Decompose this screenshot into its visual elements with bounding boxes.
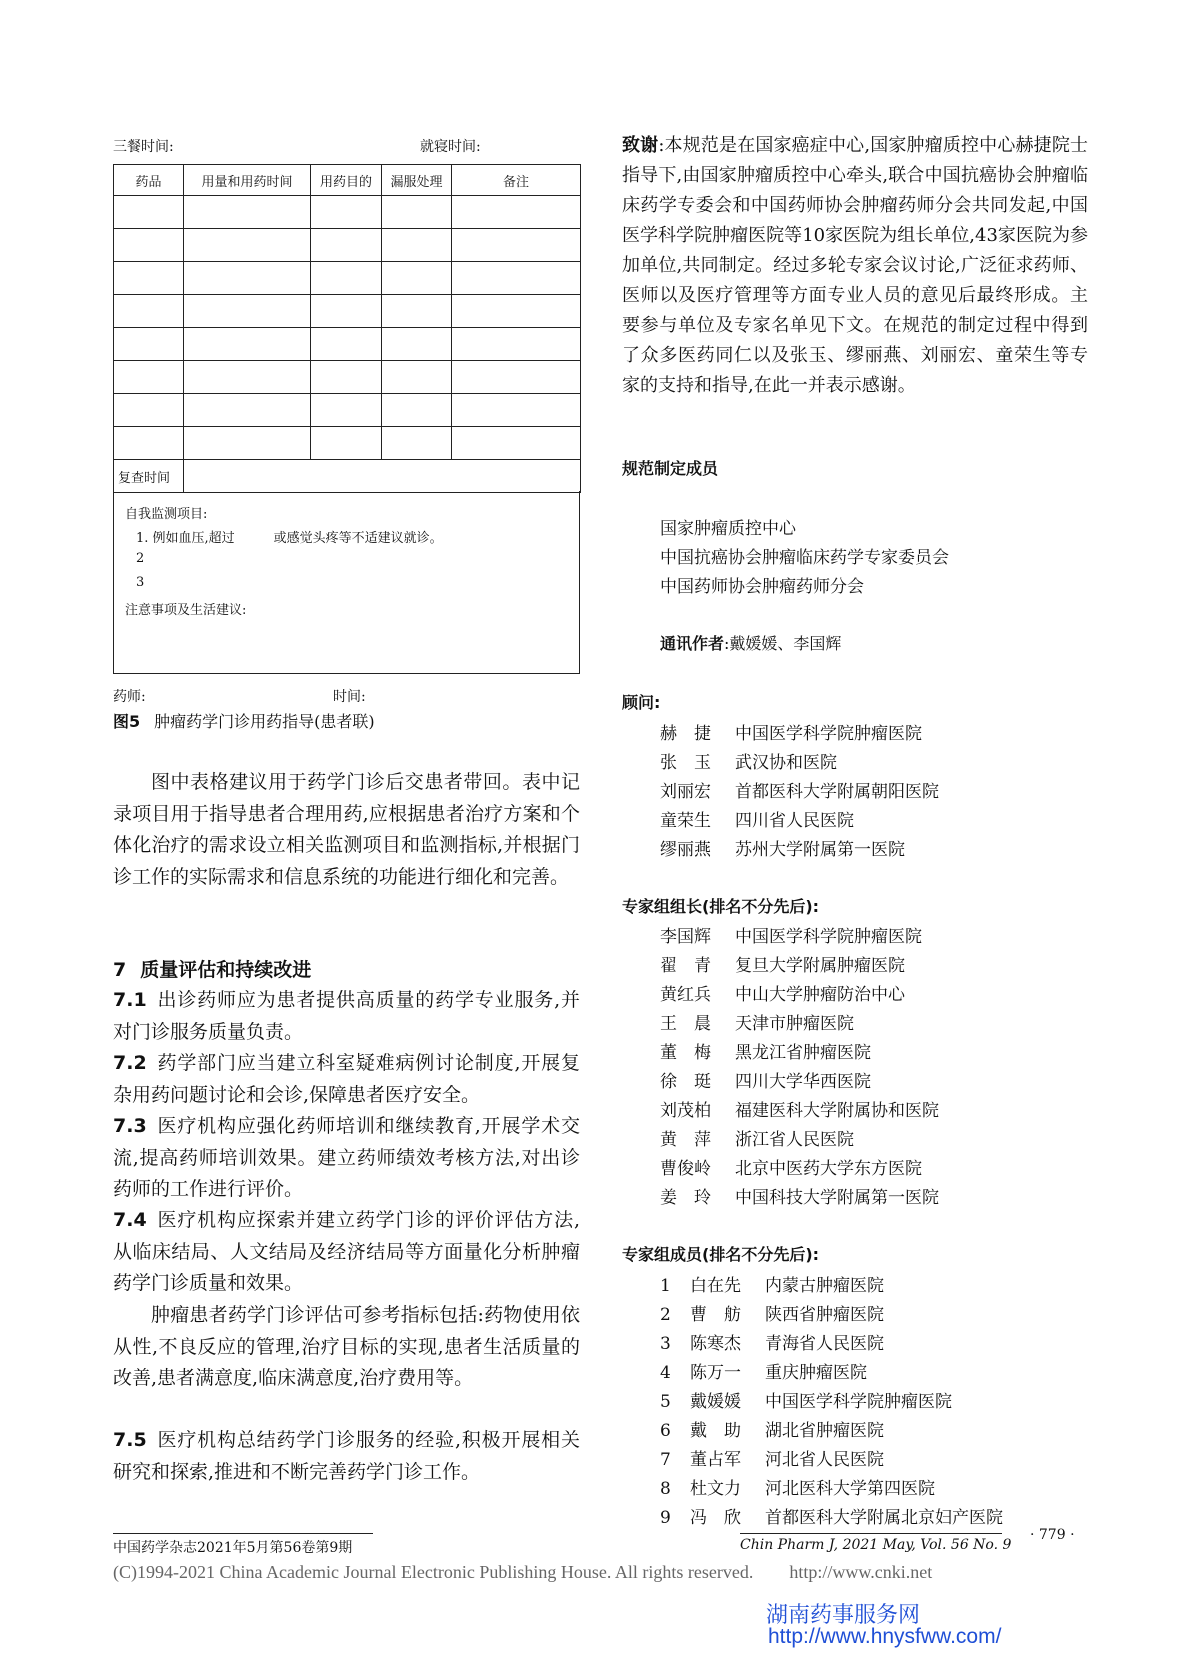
acknowledgement <box>622 131 1088 401</box>
expert-row <box>660 1387 952 1412</box>
advisor-row <box>660 748 837 773</box>
person-org: 河北医科大学第四医院 <box>765 1479 935 1499</box>
numbered-item <box>113 1048 580 1111</box>
org-item: 中国抗癌协会肿瘤临床药学专家委员会 <box>660 548 949 568</box>
numbered-item <box>113 1205 580 1300</box>
person-org: 中国科技大学附属第一医院 <box>735 1188 939 1208</box>
item-number: 7.1 <box>113 989 147 1011</box>
item-number: 7.2 <box>113 1052 147 1074</box>
person-org: 首都医科大学附属朝阳医院 <box>735 782 939 802</box>
leader-row <box>660 1183 939 1208</box>
experts-heading: 专家组成员(排名不分先后): <box>622 1245 820 1264</box>
person-name: 翟 青 <box>660 956 711 976</box>
person-name: 陈万一 <box>690 1363 741 1383</box>
numbered-item <box>113 985 580 1048</box>
self-monitor-label: 自我监测项目: <box>125 507 208 522</box>
person-org: 天津市肿瘤医院 <box>735 1014 854 1034</box>
advisors-heading: 顾问: <box>622 693 661 712</box>
notes-label: 注意事项及生活建议: <box>125 603 247 618</box>
expert-row <box>660 1271 884 1296</box>
person-name: 童荣生 <box>660 811 711 831</box>
expert-index: 6 <box>660 1421 671 1441</box>
person-name: 张 玉 <box>660 753 711 773</box>
corresponding-author <box>660 631 841 654</box>
leader-row <box>660 1125 854 1150</box>
person-org: 中国医学科学院肿瘤医院 <box>735 724 922 744</box>
person-org: 陕西省肿瘤医院 <box>765 1305 884 1325</box>
advisor-row <box>660 835 905 860</box>
expert-row <box>660 1358 867 1383</box>
page-number: · 779 · <box>1030 1527 1075 1543</box>
person-org: 中国医学科学院肿瘤医院 <box>765 1392 952 1412</box>
footer-rule-left <box>113 1533 373 1534</box>
advisor-row <box>660 719 922 744</box>
expert-row <box>660 1445 884 1470</box>
advisor-row <box>660 806 854 831</box>
paragraph: 图中表格建议用于药学门诊后交患者带回。表中记录项目用于指导患者合理用药,应根据患者治疗方案和个体化治疗的需求设立相关监测项目和监测指标,并根据门诊工作的实际需求和信息系统的功能进行细化和完善。 <box>113 771 580 888</box>
person-name: 徐 珽 <box>660 1072 711 1092</box>
leader-row <box>660 1154 922 1179</box>
person-org: 青海省人民医院 <box>765 1334 884 1354</box>
pharmacist-label: 药师: <box>113 689 146 705</box>
copyright-notice: (C)1994-2021 China Academic Journal Electronic Publishing House. All rights reserved. http://www.cnki.net <box>113 1562 933 1582</box>
person-name: 陈寒杰 <box>690 1334 741 1354</box>
watermark-url[interactable]: http://www.hnysfww.com/ <box>768 1625 1002 1648</box>
footer-rule-right <box>740 1533 1002 1534</box>
figure-caption-text: 肿瘤药学门诊用药指导(患者联) <box>154 712 375 731</box>
journal-citation-cn: 中国药学杂志2021年5月第56卷第9期 <box>113 1540 353 1556</box>
org-item: 中国药师协会肿瘤药师分会 <box>660 577 864 597</box>
person-name: 刘丽宏 <box>660 782 711 802</box>
person-org: 四川大学华西医院 <box>735 1072 871 1092</box>
expert-index: 3 <box>660 1334 671 1354</box>
monitor-item-1: 1. 例如血压,超过 或感觉头疼等不适建议就诊。 <box>136 531 443 546</box>
leader-row <box>660 1096 939 1121</box>
followup-row <box>114 460 581 493</box>
table-row <box>114 196 581 229</box>
column-header: 用量和用药时间 <box>184 165 311 196</box>
medication-guidance-form <box>113 164 581 493</box>
section-number: 7 <box>113 959 127 981</box>
expert-index: 9 <box>660 1508 671 1528</box>
person-org: 内蒙古肿瘤医院 <box>765 1276 884 1296</box>
followup-label: 复查时间 <box>114 460 184 493</box>
person-name: 戴媛媛 <box>690 1392 741 1412</box>
person-name: 李国辉 <box>660 927 711 947</box>
person-name: 白在先 <box>690 1276 741 1296</box>
table-row <box>114 295 581 328</box>
person-name: 王 晨 <box>660 1014 711 1034</box>
person-org: 首都医科大学附属北京妇产医院 <box>765 1508 1003 1528</box>
table-row <box>114 427 581 460</box>
person-name: 姜 玲 <box>660 1188 711 1208</box>
expert-index: 8 <box>660 1479 671 1499</box>
leader-row <box>660 922 922 947</box>
leader-row <box>660 1009 854 1034</box>
paragraph: 肿瘤患者药学门诊评估可参考指标包括:药物使用依从性,不良反应的管理,治疗目标的实现,患者生活质量的改善,患者满意度,临床满意度,治疗费用等。 <box>113 1304 580 1389</box>
section-title: 质量评估和持续改进 <box>140 959 312 981</box>
corr-names: :戴媛媛、李国辉 <box>724 634 842 653</box>
journal-citation-en: Chin Pharm J, 2021 May, Vol. 56 No. 9 <box>740 1537 1012 1553</box>
ack-label: 致谢 <box>622 135 659 156</box>
section-heading <box>113 955 311 982</box>
sleep-time-label: 就寝时间: <box>420 139 481 155</box>
time-label: 时间: <box>333 689 366 705</box>
figure-label: 图5 <box>113 712 141 731</box>
person-name: 戴 助 <box>690 1421 741 1441</box>
expert-row <box>660 1416 884 1441</box>
leaders-heading: 专家组组长(排名不分先后): <box>622 897 820 916</box>
item-text: 医疗机构应探索并建立药学门诊的评价评估方法,从临床结局、人文结局及经济结局等方面量化分析肿瘤药学门诊质量和效果。 <box>113 1209 580 1294</box>
table-row <box>114 328 581 361</box>
leader-row <box>660 1038 871 1063</box>
column-header: 用药目的 <box>311 165 382 196</box>
person-org: 北京中医药大学东方医院 <box>735 1159 922 1179</box>
person-org: 湖北省肿瘤医院 <box>765 1421 884 1441</box>
column-header: 漏服处理 <box>382 165 452 196</box>
person-name: 黄 萍 <box>660 1130 711 1150</box>
person-org: 河北省人民医院 <box>765 1450 884 1470</box>
person-org: 中山大学肿瘤防治中心 <box>735 985 905 1005</box>
person-org: 重庆肿瘤医院 <box>765 1363 867 1383</box>
expert-row <box>660 1300 884 1325</box>
person-name: 曹俊岭 <box>660 1159 711 1179</box>
item-number: 7.4 <box>113 1209 147 1231</box>
item-number: 7.5 <box>113 1429 147 1451</box>
person-name: 刘茂柏 <box>660 1101 711 1121</box>
expert-row <box>660 1474 935 1499</box>
members-heading: 规范制定成员 <box>622 459 719 478</box>
table-row <box>114 394 581 427</box>
org-item: 国家肿瘤质控中心 <box>660 519 796 539</box>
ack-text: :本规范是在国家癌症中心,国家肿瘤质控中心赫捷院士指导下,由国家肿瘤质控中心牵头,联合中国抗癌协会肿瘤临床药学专委会和中国药师协会肿瘤药师分会共同发起,中国医学科学院肿瘤医院等10家医院为组长单位,43家医院为参加单位,共同制定。经过多轮专家会议讨论,广泛征求药师、医师以及医疗管理等方面专业人员的意见后最终形成。主要参与单位及专家名单见下文。在规范的制定过程中得到了众多医药同仁以及张玉、缪丽燕、刘丽宏、童荣生等专家的支持和指导,在此一并表示感谢。 <box>622 135 1088 396</box>
figure-caption <box>113 709 375 732</box>
item-text: 药学部门应当建立科室疑难病例讨论制度,开展复杂用药问题讨论和会诊,保障患者医疗安全。 <box>113 1052 580 1106</box>
column-header: 备注 <box>452 165 581 196</box>
person-org: 苏州大学附属第一医院 <box>735 840 905 860</box>
leader-row <box>660 1067 871 1092</box>
person-org: 武汉协和医院 <box>735 753 837 773</box>
expert-index: 1 <box>660 1276 671 1296</box>
leader-row <box>660 951 905 976</box>
table-row <box>114 361 581 394</box>
person-org: 复旦大学附属肿瘤医院 <box>735 956 905 976</box>
expert-index: 2 <box>660 1305 671 1325</box>
meal-time-label: 三餐时间: <box>113 139 174 155</box>
expert-index: 7 <box>660 1450 671 1470</box>
person-name: 杜文力 <box>690 1479 741 1499</box>
monitor-item-3: 3 <box>136 575 145 590</box>
person-org: 四川省人民医院 <box>735 811 854 831</box>
person-name: 冯 欣 <box>690 1508 741 1528</box>
numbered-item <box>113 1111 580 1206</box>
monitor-item-2: 2 <box>136 551 145 566</box>
person-name: 缪丽燕 <box>660 840 711 860</box>
item-text: 出诊药师应为患者提供高质量的药学专业服务,并对门诊服务质量负责。 <box>113 989 580 1043</box>
expert-row <box>660 1329 884 1354</box>
expert-row <box>660 1503 1003 1528</box>
corr-label: 通讯作者 <box>660 634 725 653</box>
person-org: 中国医学科学院肿瘤医院 <box>735 927 922 947</box>
person-org: 黑龙江省肿瘤医院 <box>735 1043 871 1063</box>
expert-index: 5 <box>660 1392 671 1412</box>
person-name: 赫 捷 <box>660 724 711 744</box>
person-name: 董 梅 <box>660 1043 711 1063</box>
table-header-row <box>114 165 581 196</box>
item-text: 医疗机构总结药学门诊服务的经验,积极开展相关研究和探索,推进和不断完善药学门诊工作。 <box>113 1429 580 1483</box>
person-org: 浙江省人民医院 <box>735 1130 854 1150</box>
column-header: 药品 <box>114 165 184 196</box>
item-text: 医疗机构应强化药师培训和继续教育,开展学术交流,提高药师培训效果。建立药师绩效考核方法,对出诊药师的工作进行评价。 <box>113 1115 580 1200</box>
table-row <box>114 229 581 262</box>
person-name: 黄红兵 <box>660 985 711 1005</box>
person-name: 曹 舫 <box>690 1305 741 1325</box>
item-number: 7.3 <box>113 1115 147 1137</box>
numbered-item <box>113 1425 580 1488</box>
person-name: 董占军 <box>690 1450 741 1470</box>
person-org: 福建医科大学附属协和医院 <box>735 1101 939 1121</box>
table-row <box>114 262 581 295</box>
watermark-site-name: 湖南药事服务网 <box>766 1603 921 1628</box>
expert-index: 4 <box>660 1363 671 1383</box>
advisor-row <box>660 777 939 802</box>
self-monitor-box <box>113 491 580 674</box>
leader-row <box>660 980 905 1005</box>
